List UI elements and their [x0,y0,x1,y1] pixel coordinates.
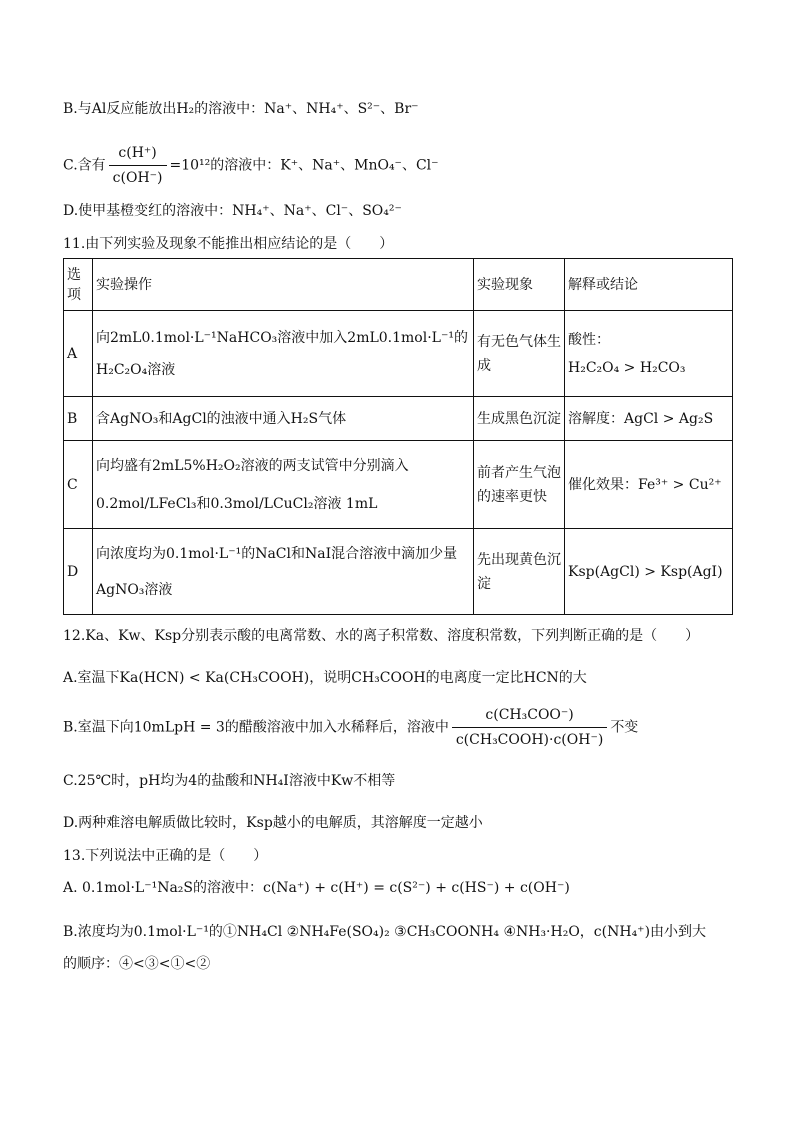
row-d-option: D [64,529,93,615]
row-d-operation-line1: 向浓度均为0.1mol·L⁻¹的NaCl和NaI混合溶液中滴加少量 [96,545,458,562]
q10-fraction-numerator: c(H⁺) [109,143,167,166]
q11-title: 11.由下列实验及现象不能推出相应结论的是（ ） [63,236,394,252]
q12-title: 12.Ka、Kw、Ksp分别表示酸的电离常数、水的离子积常数、溶度积常数，下列判断正确的是（ ） [63,628,700,644]
q12-option-a: A.室温下Ka(HCN) < Ka(CH₃COOH)，说明CH₃COOH的电离度一定比HCN的大 [63,670,587,686]
row-a-operation [93,311,474,397]
q12-option-d: D.两种难溶电解质做比较时，Ksp越小的电解质，其溶解度一定越小 [63,815,483,831]
q10-option-d: D.使甲基橙变红的溶液中：NH₄⁺、Na⁺、Cl⁻、SO₄²⁻ [63,203,402,219]
q10-option-c [63,143,439,188]
table-row-b [64,397,733,441]
header-operation: 实验操作 [93,259,474,311]
q11-experiment-table [63,258,733,615]
row-a-conclusion [565,311,733,397]
q12-option-b [63,705,638,750]
q12-fraction [452,705,607,750]
row-d-phenomenon: 先出现黄色沉淀 [474,529,565,615]
q13-option-b-line2: 的顺序：④<③<①<② [63,956,211,972]
row-c-operation-line2: 0.2mol/LFeCl₃和0.3mol/LCuCl₂溶液 1mL [96,495,378,512]
header-conclusion: 解释或结论 [565,259,733,311]
row-c-phenomenon: 前者产生气泡的速率更快 [474,441,565,529]
header-phenomenon: 实验现象 [474,259,565,311]
row-c-operation [93,441,474,529]
row-b-phenomenon: 生成黑色沉淀 [474,397,565,441]
q10-option-b: B.与Al反应能放出H₂的溶液中：Na⁺、NH₄⁺、S²⁻、Br⁻ [63,101,419,117]
table-row-d [64,529,733,615]
row-a-option: A [64,311,93,397]
q12-option-b-suffix: 不变 [610,719,639,736]
row-a-operation-line1: 向2mL0.1mol·L⁻¹NaHCO₃溶液中加入2mL0.1mol·L⁻¹的 [96,329,468,346]
row-c-option: C [64,441,93,529]
row-b-operation: 含AgNO₃和AgCl的浊液中通入H₂S气体 [93,397,474,441]
row-d-conclusion: Ksp(AgCl) > Ksp(AgI) [565,529,733,615]
row-a-conclusion-line1: 酸性： [568,331,610,348]
q10-fraction [109,143,167,188]
q10-option-c-prefix: C.含有 [63,157,106,174]
q10-option-c-suffix: =10¹²的溶液中：K⁺、Na⁺、MnO₄⁻、Cl⁻ [169,157,439,174]
q12-fraction-denominator: c(CH₃COOH)·c(OH⁻) [455,732,604,748]
table-header-row [64,259,733,311]
row-d-operation-line2: AgNO₃溶液 [96,581,173,598]
q12-option-c: C.25℃时，pH均为4的盐酸和NH₄I溶液中Kw不相等 [63,773,396,789]
row-b-option: B [64,397,93,441]
table-row-a [64,311,733,397]
q12-option-b-prefix: B.室温下向10mLpH = 3的醋酸溶液中加入水稀释后，溶液中 [63,719,449,736]
row-c-operation-line1: 向均盛有2mL5%H₂O₂溶液的两支试管中分别滴入 [96,457,409,474]
q12-fraction-numerator: c(CH₃COO⁻) [452,705,607,728]
q10-fraction-denominator: c(OH⁻) [112,170,163,186]
row-b-conclusion: 溶解度：AgCl > Ag₂S [565,397,733,441]
row-a-conclusion-line2: H₂C₂O₄ > H₂CO₃ [568,359,686,376]
row-c-conclusion: 催化效果：Fe³⁺ > Cu²⁺ [565,441,733,529]
row-a-operation-line2: H₂C₂O₄溶液 [96,361,176,378]
q13-option-b-line1: B.浓度均为0.1mol·L⁻¹的①NH₄Cl ②NH₄Fe(SO₄)₂ ③CH₃COONH₄ ④NH₃·H₂O，c(NH₄⁺)由小到大 [63,924,707,940]
q13-title: 13.下列说法中正确的是（ ） [63,848,268,864]
row-a-phenomenon: 有无色气体生成 [474,311,565,397]
q13-option-a: A. 0.1mol·L⁻¹Na₂S的溶液中：c(Na⁺) + c(H⁺) = c(S²⁻) + c(HS⁻) + c(OH⁻) [63,880,570,896]
header-option: 选项 [64,259,93,311]
table-row-c [64,441,733,529]
row-d-operation [93,529,474,615]
